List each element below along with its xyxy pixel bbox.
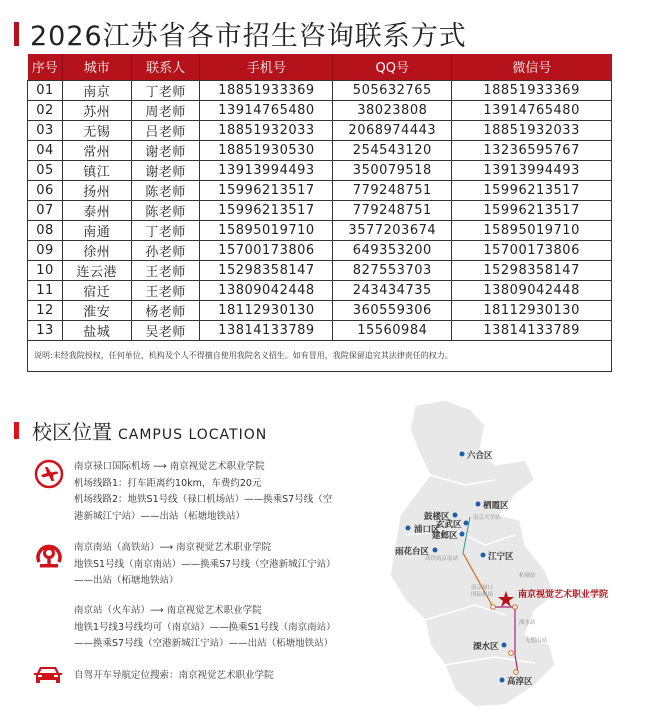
district-label: 建邺区 [432, 531, 458, 541]
header-phone: 手机号 [200, 54, 333, 80]
table-row [28, 180, 612, 200]
cell-qq: 38023808 [333, 100, 452, 120]
cell-qq: 350079518 [333, 160, 452, 180]
district-label: 江宁区 [488, 552, 514, 562]
station-label: 南京禄口国际机场 [471, 585, 494, 598]
cell-phone: 15298358147 [200, 260, 333, 280]
station-label: 高铁南京南站 [425, 556, 459, 562]
station-label: 无想山站 [525, 638, 548, 644]
cell-phone: 15996213517 [200, 180, 333, 200]
cell-wechat: 13809042448 [452, 280, 612, 300]
header-city: 城市 [62, 54, 131, 80]
table-row [28, 260, 612, 280]
cell-phone: 15996213517 [200, 200, 333, 220]
car-icon [33, 664, 63, 686]
cell-city: 苏州 [62, 100, 131, 120]
cell-qq: 505632765 [333, 80, 452, 100]
cell-city: 淮安 [62, 300, 131, 320]
cell-phone: 18851933369 [200, 80, 333, 100]
cell-index: 08 [28, 220, 63, 240]
cell-contact: 孙老师 [131, 240, 200, 260]
cell-wechat: 13913994493 [452, 160, 612, 180]
cell-index: 13 [28, 320, 63, 340]
header-index: 序号 [28, 54, 63, 80]
cell-wechat: 15996213517 [452, 200, 612, 220]
table-row [28, 120, 612, 140]
cell-wechat: 13236595767 [452, 140, 612, 160]
table-row [28, 300, 612, 320]
cell-contact: 陈老师 [131, 180, 200, 200]
campus-title-en: CAMPUS LOCATION [118, 427, 268, 443]
cell-contact: 周老师 [131, 100, 200, 120]
station-label: 南京大学站 [473, 515, 501, 521]
cell-index: 09 [28, 240, 63, 260]
campus-section-title [32, 416, 267, 445]
cell-index: 04 [28, 140, 63, 160]
district-label: 玄武区 [436, 520, 462, 530]
cell-index: 07 [28, 200, 63, 220]
cell-qq: 243434735 [333, 280, 452, 300]
contacts-table [27, 54, 612, 372]
cell-contact: 陈老师 [131, 200, 200, 220]
cell-index: 12 [28, 300, 63, 320]
station-label: 柘塘站 [519, 573, 536, 579]
cell-qq: 360559306 [333, 300, 452, 320]
cell-index: 06 [28, 180, 63, 200]
table-row [28, 220, 612, 240]
cell-phone: 15895019710 [200, 220, 333, 240]
cell-wechat: 15298358147 [452, 260, 612, 280]
cell-wechat: 18851932033 [452, 120, 612, 140]
cell-index: 11 [28, 280, 63, 300]
cell-wechat: 13914765480 [452, 100, 612, 120]
cell-wechat: 13814133789 [452, 320, 612, 340]
cell-qq: 254543120 [333, 140, 452, 160]
route-airport: 南京禄口国际机场 ⟶ 南京视觉艺术职业学院 机场线路1：打车距离约10km，车费约20元 机场线路2：地铁S1号线（禄口机场站）——换乘S7号线（空 港新城江宁站）——出站（柘塘地铁站） [74, 461, 333, 522]
table-row [28, 140, 612, 160]
cell-city: 连云港 [62, 260, 131, 280]
note-row [28, 340, 612, 371]
district-label: 溧水区 [473, 642, 499, 652]
disclaimer-note: 说明:未经我院授权，任何单位、机构及个人不得擅自使用我院名义招生。如有冒用，我院保留追究其法律责任的权力。 [28, 340, 612, 371]
railway-icon [33, 540, 65, 572]
cell-contact: 谢老师 [131, 160, 200, 180]
campus-title-cn: 校区位置 [32, 420, 112, 444]
station-label: 溧水站 [519, 620, 536, 626]
cell-phone: 13913994493 [200, 160, 333, 180]
cell-qq: 649353200 [333, 240, 452, 260]
cell-city: 常州 [62, 140, 131, 160]
cell-index: 02 [28, 100, 63, 120]
cell-qq: 15560984 [333, 320, 452, 340]
airplane-icon [33, 458, 65, 490]
cell-phone: 13914765480 [200, 100, 333, 120]
cell-contact: 杨老师 [131, 300, 200, 320]
cell-city: 镇江 [62, 160, 131, 180]
campus-map [385, 395, 651, 717]
cell-index: 05 [28, 160, 63, 180]
cell-city: 南京 [62, 80, 131, 100]
school-label: 南京视觉艺术职业学院 [518, 590, 609, 600]
route-south-station: 南京南站（高铁站）⟶ 南京视觉艺术职业学院 地铁S1号线（南京南站）——换乘S7号线（空港新城江宁站） ——出站（柘塘地铁站） [74, 542, 336, 586]
cell-wechat: 18851933369 [452, 80, 612, 100]
cell-index: 01 [28, 80, 63, 100]
district-label: 雨花台区 [395, 547, 430, 557]
table-row [28, 240, 612, 260]
cell-city: 南通 [62, 220, 131, 240]
district-label: 鼓楼区 [424, 512, 450, 522]
table-row [28, 100, 612, 120]
page-title: 2026江苏省各市招生咨询联系方式 [30, 21, 467, 52]
cell-city: 无锡 [62, 120, 131, 140]
table-row [28, 320, 612, 340]
cell-wechat: 18112930130 [452, 300, 612, 320]
cell-index: 10 [28, 260, 63, 280]
cell-city: 泰州 [62, 200, 131, 220]
cell-contact: 王老师 [131, 280, 200, 300]
route-driving: 自驾开车导航定位搜索：南京视觉艺术职业学院 [74, 670, 274, 681]
cell-contact: 丁老师 [131, 80, 200, 100]
cell-phone: 15700173806 [200, 240, 333, 260]
cell-phone: 18112930130 [200, 300, 333, 320]
cell-qq: 779248751 [333, 180, 452, 200]
header-qq: QQ号 [333, 54, 452, 80]
table-row [28, 80, 612, 100]
cell-contact: 吕老师 [131, 120, 200, 140]
cell-contact: 王老师 [131, 260, 200, 280]
cell-contact: 吴老师 [131, 320, 200, 340]
header-contact: 联系人 [131, 54, 200, 80]
cell-wechat: 15996213517 [452, 180, 612, 200]
cell-qq: 2068974443 [333, 120, 452, 140]
cell-city: 宿迁 [62, 280, 131, 300]
cell-contact: 丁老师 [131, 220, 200, 240]
cell-phone: 18851932033 [200, 120, 333, 140]
header-wechat: 微信号 [452, 54, 612, 80]
table-row [28, 200, 612, 220]
district-label: 高淳区 [507, 677, 533, 687]
cell-index: 03 [28, 120, 63, 140]
route-nanjing-station: 南京站（火车站）⟶ 南京视觉艺术职业学院 地铁1号线3号线均可（南京站）——换乘S1号线（南京南站） ——换乘S7号线（空港新城江宁站）——出站（柘塘地铁站） [74, 605, 336, 649]
table-row [28, 160, 612, 180]
cell-phone: 13809042448 [200, 280, 333, 300]
title-accent-bar [14, 22, 19, 46]
table-row [28, 280, 612, 300]
cell-qq: 3577203674 [333, 220, 452, 240]
district-label: 浦口区 [414, 525, 440, 535]
cell-qq: 827553703 [333, 260, 452, 280]
cell-wechat: 15700173806 [452, 240, 612, 260]
cell-wechat: 15895019710 [452, 220, 612, 240]
section-accent-bar [14, 422, 19, 439]
district-label: 栖霞区 [483, 501, 509, 511]
cell-phone: 18851930530 [200, 140, 333, 160]
cell-city: 盐城 [62, 320, 131, 340]
cell-phone: 13814133789 [200, 320, 333, 340]
cell-city: 徐州 [62, 240, 131, 260]
cell-contact: 谢老师 [131, 140, 200, 160]
cell-city: 扬州 [62, 180, 131, 200]
cell-qq: 779248751 [333, 200, 452, 220]
table-header-row [28, 54, 612, 80]
district-label: 六合区 [467, 451, 493, 461]
